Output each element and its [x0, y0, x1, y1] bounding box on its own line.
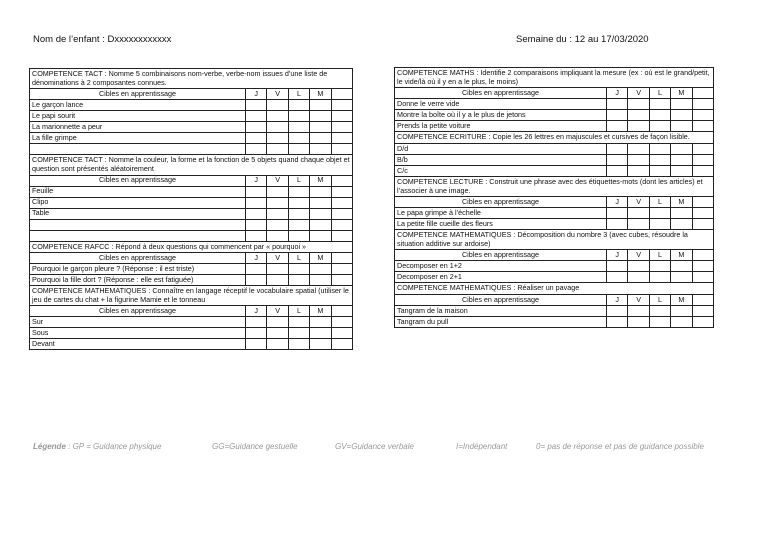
score-cell[interactable]: [288, 186, 309, 197]
score-cell[interactable]: [267, 230, 288, 241]
score-cell[interactable]: [288, 100, 309, 111]
score-cell[interactable]: [310, 275, 331, 286]
score-cell[interactable]: [246, 122, 267, 133]
score-cell[interactable]: [310, 230, 331, 241]
score-cell[interactable]: [288, 328, 309, 339]
table-row: [395, 272, 714, 283]
target-label: Clipo: [30, 197, 246, 208]
table-row: [30, 111, 353, 122]
score-cell[interactable]: [288, 133, 309, 144]
competence-title: COMPETENCE MATHS : Identifie 2 comparaisons impliquant la mesure (ex : où est le grand/petit, le vide/là où il y en a le plus, le moins): [395, 68, 714, 88]
empty-header-cell: [692, 88, 713, 99]
table-row: [30, 317, 353, 328]
score-cell[interactable]: [692, 99, 713, 110]
target-label: Le garçon lance: [30, 100, 246, 111]
score-cell[interactable]: [649, 121, 670, 132]
day-header-v: V: [628, 88, 649, 99]
score-cell[interactable]: [607, 99, 628, 110]
score-cell[interactable]: [246, 133, 267, 144]
score-cell[interactable]: [649, 261, 670, 272]
target-label: Sous: [30, 328, 246, 339]
score-cell[interactable]: [692, 165, 713, 176]
day-header-l: L: [288, 306, 309, 317]
score-cell[interactable]: [310, 208, 331, 219]
score-cell[interactable]: [692, 261, 713, 272]
score-cell[interactable]: [331, 317, 352, 328]
day-header-j: J: [246, 253, 267, 264]
score-cell[interactable]: [246, 208, 267, 219]
score-cell[interactable]: [692, 143, 713, 154]
score-cell[interactable]: [607, 219, 628, 230]
score-cell[interactable]: [607, 317, 628, 328]
score-cell[interactable]: [288, 144, 309, 155]
score-cell[interactable]: [331, 219, 352, 230]
score-cell[interactable]: [671, 165, 692, 176]
targets-header-row: [30, 306, 353, 317]
day-header-m: M: [671, 88, 692, 99]
table-row: [30, 328, 353, 339]
table-row: [395, 121, 714, 132]
table-row: [30, 275, 353, 286]
day-header-j: J: [607, 88, 628, 99]
empty-header-cell: [692, 295, 713, 306]
score-cell[interactable]: [288, 339, 309, 350]
score-cell[interactable]: [310, 100, 331, 111]
section-title-row: [30, 155, 353, 175]
table-row: [30, 339, 353, 350]
score-cell[interactable]: [267, 339, 288, 350]
score-cell[interactable]: [267, 100, 288, 111]
target-label: Prends la petite voiture: [395, 121, 607, 132]
table-row: [30, 144, 353, 155]
target-label: Sur: [30, 317, 246, 328]
score-cell[interactable]: [671, 317, 692, 328]
empty-header-cell: [692, 250, 713, 261]
day-header-j: J: [607, 197, 628, 208]
week-range: Semaine du : 12 au 17/03/2020: [516, 34, 649, 45]
day-header-v: V: [628, 295, 649, 306]
day-header-v: V: [628, 197, 649, 208]
score-cell[interactable]: [331, 230, 352, 241]
competence-title: COMPETENCE MATHEMATIQUES : Connaître en langage réceptif le vocabulaire spatial (utiliser le jeu de cartes du chat + la figurine Mamie et le tonneau: [30, 286, 353, 306]
section-title-row: [30, 286, 353, 306]
competence-title: COMPETENCE TACT : Nomme la couleur, la forme et la fonction de 5 objets quand chaque objet et question sont présentés aléatoirement: [30, 155, 353, 175]
section-title-row: [395, 176, 714, 196]
score-cell[interactable]: [649, 99, 670, 110]
score-cell[interactable]: [692, 317, 713, 328]
targets-header: Cibles en apprentissage: [395, 197, 607, 208]
score-cell[interactable]: [246, 339, 267, 350]
day-header-m: M: [310, 175, 331, 186]
score-cell[interactable]: [607, 143, 628, 154]
score-cell[interactable]: [692, 121, 713, 132]
legend-item-gg: GG=Guidance gestuelle: [212, 442, 298, 451]
score-cell[interactable]: [628, 154, 649, 165]
day-header-m: M: [310, 306, 331, 317]
targets-header: Cibles en apprentissage: [395, 295, 607, 306]
score-cell[interactable]: [267, 186, 288, 197]
score-cell[interactable]: [607, 165, 628, 176]
table-row: [30, 264, 353, 275]
score-cell[interactable]: [331, 197, 352, 208]
day-header-l: L: [649, 197, 670, 208]
target-label: Tangram du pull: [395, 317, 607, 328]
score-cell[interactable]: [267, 133, 288, 144]
score-cell[interactable]: [671, 261, 692, 272]
target-label: La fille grimpe: [30, 133, 246, 144]
right-competence-table: [394, 67, 714, 328]
table-row: [30, 122, 353, 133]
target-label: Montre la boîte où il y a le plus de jetons: [395, 110, 607, 121]
score-cell[interactable]: [331, 264, 352, 275]
score-cell[interactable]: [649, 143, 670, 154]
day-header-l: L: [288, 253, 309, 264]
day-header-v: V: [267, 175, 288, 186]
legend-item-gp: : GP = Guidance physique: [68, 442, 162, 451]
score-cell[interactable]: [692, 110, 713, 121]
score-cell[interactable]: [288, 197, 309, 208]
section-title-row: [395, 68, 714, 88]
score-cell[interactable]: [246, 219, 267, 230]
score-cell[interactable]: [649, 110, 670, 121]
score-cell[interactable]: [607, 121, 628, 132]
targets-header-row: [395, 250, 714, 261]
targets-header: Cibles en apprentissage: [30, 306, 246, 317]
score-cell[interactable]: [692, 272, 713, 283]
score-cell[interactable]: [331, 339, 352, 350]
score-cell[interactable]: [607, 261, 628, 272]
score-cell[interactable]: [671, 306, 692, 317]
score-cell[interactable]: [246, 197, 267, 208]
day-header-l: L: [288, 89, 309, 100]
score-cell[interactable]: [310, 317, 331, 328]
target-label: Le papi sourit: [30, 111, 246, 122]
score-cell[interactable]: [310, 144, 331, 155]
score-cell[interactable]: [246, 317, 267, 328]
day-header-j: J: [246, 175, 267, 186]
table-row: [30, 208, 353, 219]
score-cell[interactable]: [628, 143, 649, 154]
target-label: Le papa grimpe à l’échelle: [395, 208, 607, 219]
day-header-j: J: [607, 250, 628, 261]
score-cell[interactable]: [246, 100, 267, 111]
target-label: Decomposer en 1+2: [395, 261, 607, 272]
targets-header-row: [30, 175, 353, 186]
target-label: La petite fille cueille des fleurs: [395, 219, 607, 230]
day-header-m: M: [671, 250, 692, 261]
score-cell[interactable]: [628, 208, 649, 219]
score-cell[interactable]: [246, 230, 267, 241]
score-cell[interactable]: [288, 264, 309, 275]
score-cell[interactable]: [671, 208, 692, 219]
target-label: La marionnette a peur: [30, 122, 246, 133]
target-label: [30, 219, 246, 230]
target-label: D/d: [395, 143, 607, 154]
legend-label: Légende: [33, 442, 66, 451]
score-cell[interactable]: [267, 219, 288, 230]
score-cell[interactable]: [246, 144, 267, 155]
table-row: [395, 261, 714, 272]
score-cell[interactable]: [310, 197, 331, 208]
table-row: [30, 197, 353, 208]
day-header-m: M: [310, 253, 331, 264]
score-cell[interactable]: [671, 110, 692, 121]
section-title-row: [30, 69, 353, 89]
day-header-m: M: [671, 197, 692, 208]
table-row: [395, 317, 714, 328]
legend-item-zero: 0= pas de réponse et pas de guidance possible: [536, 442, 704, 451]
day-header-l: L: [649, 88, 670, 99]
score-cell[interactable]: [267, 197, 288, 208]
table-row: [30, 219, 353, 230]
score-cell[interactable]: [649, 154, 670, 165]
score-cell[interactable]: [267, 111, 288, 122]
score-cell[interactable]: [331, 100, 352, 111]
day-header-v: V: [267, 306, 288, 317]
score-cell[interactable]: [692, 154, 713, 165]
targets-header: Cibles en apprentissage: [30, 89, 246, 100]
score-cell[interactable]: [628, 110, 649, 121]
competence-title: COMPETENCE ECRITURE : Copie les 26 lettres en majuscules et cursives de façon lisible.: [395, 132, 714, 144]
day-header-j: J: [607, 295, 628, 306]
table-row: [395, 110, 714, 121]
competence-title: COMPETENCE RAFCC : Répond à deux questions qui commencent par « pourquoi »: [30, 241, 353, 253]
competence-title: COMPETENCE TACT : Nomme 5 combinaisons nom-verbe, verbe-nom issues d’une liste de dénominations à 2 composantes connues.: [30, 69, 353, 89]
empty-header-cell: [331, 89, 352, 100]
score-cell[interactable]: [628, 165, 649, 176]
target-label: Decomposer en 2+1: [395, 272, 607, 283]
table-row: [395, 99, 714, 110]
targets-header-row: [395, 197, 714, 208]
section-title-row: [395, 283, 714, 295]
score-cell[interactable]: [288, 219, 309, 230]
score-cell[interactable]: [267, 328, 288, 339]
score-cell[interactable]: [607, 208, 628, 219]
score-cell[interactable]: [310, 111, 331, 122]
score-cell[interactable]: [331, 144, 352, 155]
target-label: [30, 230, 246, 241]
target-label: Devant: [30, 339, 246, 350]
score-cell[interactable]: [649, 219, 670, 230]
target-label: Table: [30, 208, 246, 219]
score-cell[interactable]: [310, 328, 331, 339]
score-cell[interactable]: [246, 275, 267, 286]
day-header-v: V: [267, 253, 288, 264]
score-cell[interactable]: [671, 272, 692, 283]
target-label: Pourquoi le garçon pleure ? (Réponse : il est triste): [30, 264, 246, 275]
targets-header: Cibles en apprentissage: [30, 175, 246, 186]
score-cell[interactable]: [649, 208, 670, 219]
score-cell[interactable]: [628, 121, 649, 132]
day-header-l: L: [288, 175, 309, 186]
score-cell[interactable]: [628, 272, 649, 283]
target-label: Donne le verre vide: [395, 99, 607, 110]
score-cell[interactable]: [331, 275, 352, 286]
competence-title: COMPETENCE MATHEMATIQUES : Réaliser un pavage: [395, 283, 714, 295]
score-cell[interactable]: [310, 339, 331, 350]
day-header-v: V: [628, 250, 649, 261]
score-cell[interactable]: [628, 219, 649, 230]
left-competence-table: [29, 68, 353, 350]
score-cell[interactable]: [246, 186, 267, 197]
score-cell[interactable]: [310, 186, 331, 197]
competence-title: COMPETENCE LECTURE : Construit une phrase avec des étiquettes-mots (dont les articles) et l’associer à une image.: [395, 176, 714, 196]
targets-header: Cibles en apprentissage: [395, 250, 607, 261]
score-cell[interactable]: [288, 111, 309, 122]
empty-header-cell: [331, 306, 352, 317]
legend: [33, 442, 161, 451]
score-cell[interactable]: [246, 328, 267, 339]
score-cell[interactable]: [692, 306, 713, 317]
target-label: [30, 144, 246, 155]
table-row: [395, 306, 714, 317]
day-header-j: J: [246, 306, 267, 317]
targets-header-row: [395, 88, 714, 99]
table-row: [395, 154, 714, 165]
day-header-m: M: [671, 295, 692, 306]
score-cell[interactable]: [267, 264, 288, 275]
score-cell[interactable]: [331, 133, 352, 144]
score-cell[interactable]: [288, 208, 309, 219]
targets-header: Cibles en apprentissage: [395, 88, 607, 99]
score-cell[interactable]: [310, 122, 331, 133]
day-header-l: L: [649, 295, 670, 306]
score-cell[interactable]: [628, 99, 649, 110]
score-cell[interactable]: [288, 275, 309, 286]
targets-header-row: [395, 295, 714, 306]
score-cell[interactable]: [607, 110, 628, 121]
section-title-row: [395, 132, 714, 144]
score-cell[interactable]: [331, 122, 352, 133]
score-cell[interactable]: [671, 219, 692, 230]
score-cell[interactable]: [267, 144, 288, 155]
target-label: B/b: [395, 154, 607, 165]
score-cell[interactable]: [310, 219, 331, 230]
score-cell[interactable]: [331, 186, 352, 197]
score-cell[interactable]: [649, 272, 670, 283]
score-cell[interactable]: [628, 317, 649, 328]
score-cell[interactable]: [246, 111, 267, 122]
score-cell[interactable]: [288, 317, 309, 328]
day-header-m: M: [310, 89, 331, 100]
score-cell[interactable]: [607, 154, 628, 165]
score-cell[interactable]: [310, 133, 331, 144]
table-row: [395, 165, 714, 176]
legend-item-i: I=Indépendant: [456, 442, 508, 451]
targets-header: Cibles en apprentissage: [30, 253, 246, 264]
score-cell[interactable]: [246, 264, 267, 275]
score-cell[interactable]: [331, 328, 352, 339]
score-cell[interactable]: [649, 317, 670, 328]
day-header-v: V: [267, 89, 288, 100]
score-cell[interactable]: [267, 208, 288, 219]
table-row: [30, 186, 353, 197]
competence-title: COMPETENCE MATHEMATIQUES : Décomposition du nombre 3 (avec cubes, résoudre la situation additive sur ardoise): [395, 230, 714, 250]
empty-header-cell: [331, 253, 352, 264]
table-row: [30, 100, 353, 111]
empty-header-cell: [331, 175, 352, 186]
score-cell[interactable]: [607, 306, 628, 317]
table-row: [30, 230, 353, 241]
day-header-l: L: [649, 250, 670, 261]
section-title-row: [30, 241, 353, 253]
score-cell[interactable]: [671, 121, 692, 132]
score-cell[interactable]: [628, 261, 649, 272]
targets-header-row: [30, 253, 353, 264]
score-cell[interactable]: [310, 264, 331, 275]
table-row: [395, 143, 714, 154]
child-name: Nom de l’enfant : Dxxxxxxxxxxxx: [33, 34, 172, 45]
target-label: Tangram de la maison: [395, 306, 607, 317]
table-row: [395, 208, 714, 219]
score-cell[interactable]: [671, 99, 692, 110]
score-cell[interactable]: [607, 272, 628, 283]
score-cell[interactable]: [649, 306, 670, 317]
target-label: C/c: [395, 165, 607, 176]
score-cell[interactable]: [288, 122, 309, 133]
day-header-j: J: [246, 89, 267, 100]
score-cell[interactable]: [692, 219, 713, 230]
score-cell[interactable]: [267, 317, 288, 328]
score-cell[interactable]: [331, 208, 352, 219]
score-cell[interactable]: [671, 154, 692, 165]
targets-header-row: [30, 89, 353, 100]
score-cell[interactable]: [267, 275, 288, 286]
score-cell[interactable]: [267, 122, 288, 133]
section-title-row: [395, 230, 714, 250]
score-cell[interactable]: [288, 230, 309, 241]
score-cell[interactable]: [671, 143, 692, 154]
table-row: [395, 219, 714, 230]
target-label: Pourquoi la fille dort ? (Réponse : elle est fatiguée): [30, 275, 246, 286]
score-cell[interactable]: [628, 306, 649, 317]
target-label: Feuille: [30, 186, 246, 197]
score-cell[interactable]: [692, 208, 713, 219]
table-row: [30, 133, 353, 144]
empty-header-cell: [692, 197, 713, 208]
legend-item-gv: GV=Guidance verbale: [335, 442, 414, 451]
score-cell[interactable]: [649, 165, 670, 176]
score-cell[interactable]: [331, 111, 352, 122]
